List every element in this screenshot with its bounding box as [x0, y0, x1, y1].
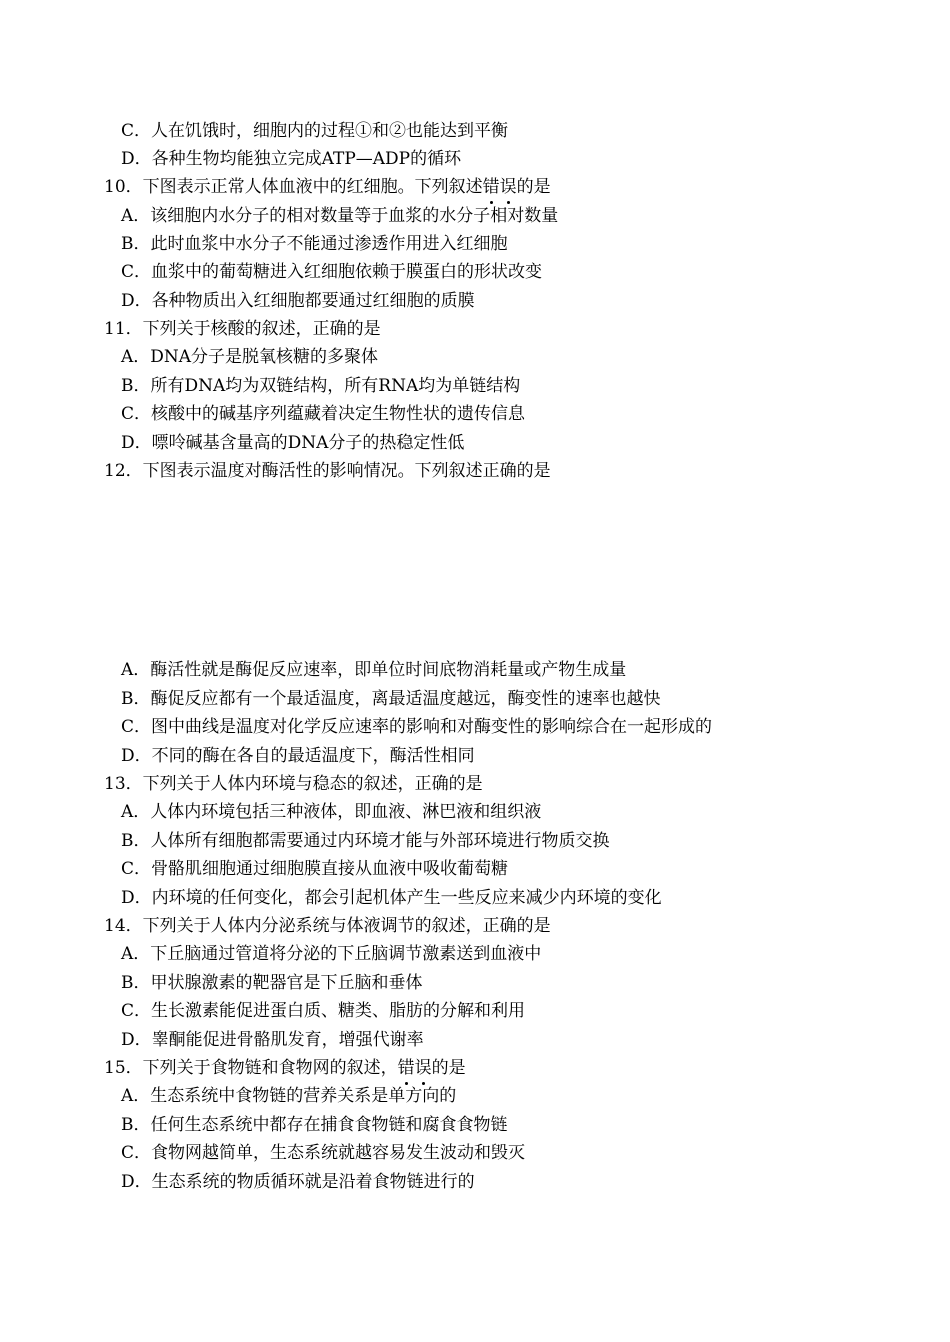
q13-option-b: B．人体所有细胞都需要通过内环境才能与外部环境进行物质交换 — [121, 831, 610, 851]
q15-emphasis — [398, 1058, 432, 1078]
q11-stem: 11．下列关于核酸的叙述，正确的是 — [104, 319, 381, 339]
q14-option-d: D．睾酮能促进骨骼肌发育，增强代谢率 — [121, 1030, 424, 1050]
q13-option-c: C．骨骼肌细胞通过细胞膜直接从血液中吸收葡萄糖 — [121, 859, 509, 879]
q15-stem — [104, 1057, 466, 1079]
q12-option-b: B．酶促反应都有一个最适温度，离最适温度越远，酶变性的速率也越快 — [121, 689, 661, 709]
q15-stem-pre: 15．下列关于食物链和食物网的叙述， — [104, 1058, 398, 1078]
q15-option-b: B．任何生态系统中都存在捕食食物链和腐食食物链 — [121, 1115, 508, 1135]
emphasis-char: 错 — [482, 177, 500, 197]
q10-stem-pre: 10．下图表示正常人体血液中的红细胞。下列叙述 — [104, 177, 483, 197]
q14-option-c: C．生长激素能促进蛋白质、糖类、脂肪的分解和利用 — [121, 1001, 526, 1021]
q15-option-a: A．生态系统中食物链的营养关系是单方向的 — [121, 1086, 457, 1106]
q12-option-c: C．图中曲线是温度对化学反应速率的影响和对酶变性的影响综合在一起形成的 — [121, 717, 713, 737]
q12-option-d: D．不同的酶在各自的最适温度下，酶活性相同 — [121, 746, 475, 766]
emphasis-char: 误 — [499, 177, 517, 197]
q14-option-b: B．甲状腺激素的靶器官是下丘脑和垂体 — [121, 973, 423, 993]
q12-stem: 12．下图表示温度对酶活性的影响情况。下列叙述正确的是 — [104, 461, 551, 481]
q15-stem-post: 的是 — [431, 1058, 466, 1078]
q11-option-a: A．DNA分子是脱氧核糖的多聚体 — [121, 347, 379, 367]
q10-option-a: A．该细胞内水分子的相对数量等于血浆的水分子相对数量 — [121, 206, 559, 226]
q13-stem: 13．下列关于人体内环境与稳态的叙述，正确的是 — [104, 774, 483, 794]
q13-option-a: A．人体内环境包括三种液体，即血液、淋巴液和组织液 — [121, 802, 542, 822]
q12-figure-area — [104, 490, 844, 650]
q13-option-d: D．内环境的任何变化，都会引起机体产生一些反应来减少内环境的变化 — [121, 888, 662, 908]
q10-option-b: B．此时血浆中水分子不能通过渗透作用进入红细胞 — [121, 234, 508, 254]
q10-option-d: D．各种物质出入红细胞都要通过红细胞的质膜 — [121, 291, 475, 311]
q10-stem-post: 的是 — [516, 177, 551, 197]
q10-emphasis — [483, 177, 517, 197]
q15-option-c: C．食物网越简单，生态系统就越容易发生波动和毁灭 — [121, 1143, 526, 1163]
q11-option-c: C．核酸中的碱基序列蕴藏着决定生物性状的遗传信息 — [121, 404, 526, 424]
q11-option-b: B．所有DNA均为双链结构，所有RNA均为单链结构 — [121, 376, 521, 396]
q15-option-d: D．生态系统的物质循环就是沿着食物链进行的 — [121, 1172, 475, 1192]
q10-option-c: C．血浆中的葡萄糖进入红细胞依赖于膜蛋白的形状改变 — [121, 262, 543, 282]
q9-option-c: C．人在饥饿时，细胞内的过程①和②也能达到平衡 — [121, 121, 509, 141]
q12-option-a: A．酶活性就是酶促反应速率，即单位时间底物消耗量或产物生成量 — [121, 660, 627, 680]
q9-option-d: D．各种生物均能独立完成ATP—ADP的循环 — [121, 149, 462, 169]
q15-emphasis-text — [398, 1058, 432, 1078]
q11-option-d: D．嘌呤碱基含量高的DNA分子的热稳定性低 — [121, 433, 465, 453]
emphasis-char: 错 — [397, 1058, 415, 1078]
q14-stem: 14．下列关于人体内分泌系统与体液调节的叙述，正确的是 — [104, 916, 551, 936]
q10-emphasis-text — [483, 177, 517, 197]
emphasis-char: 误 — [414, 1058, 432, 1078]
q10-stem — [104, 176, 551, 198]
q14-option-a: A．下丘脑通过管道将分泌的下丘脑调节激素送到血液中 — [121, 944, 542, 964]
